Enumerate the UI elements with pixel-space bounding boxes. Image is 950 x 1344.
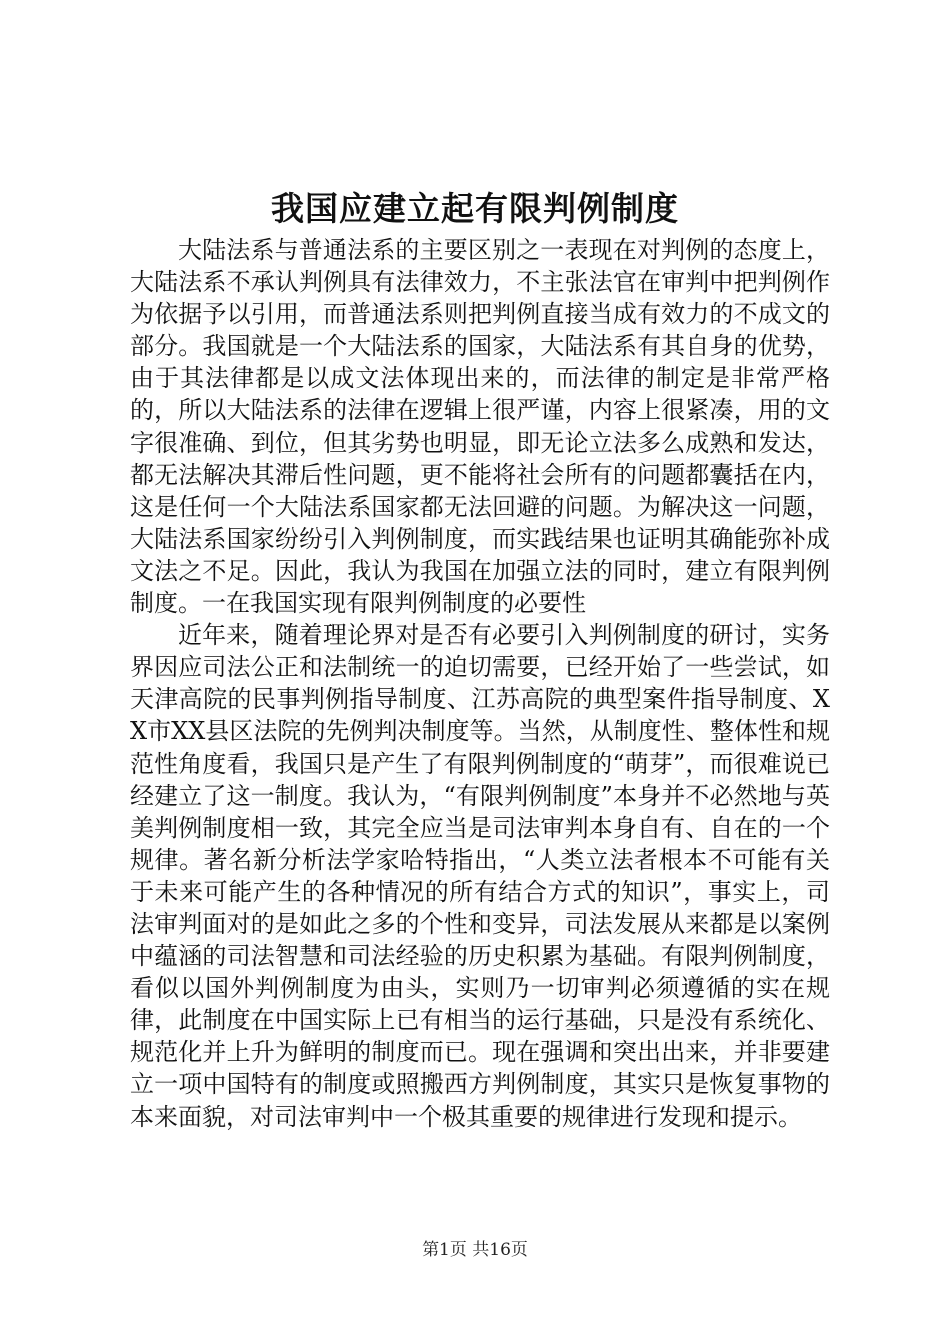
document-title: 我国应建立起有限判例制度	[271, 189, 679, 228]
paragraph-2: 近年来，随着理论界对是否有必要引入判例制度的研讨，实务界因应司法公正和法制统一的迫切需要，已经开始了一些尝试，如天津高院的民事判例指导制度、江苏高院的典型案件指导制度、XX市XX县区法院的先例判决制度等。当然，从制度性、整体性和规范性角度看，我国只是产生了有限判例制度的“萌芽”，而很难说已经建立了这一制度。我认为，“有限判例制度”本身并不必然地与英美判例制度相一致，其完全应当是司法审判本身自有、自在的一个规律。著名新分析法学家哈特指出，“人类立法者根本不可能有关于未来可能产生的各种情况的所有结合方式的知识”，事实上，司法审判面对的是如此之多的个性和变异，司法发展从来都是以案例中蕴涵的司法智慧和司法经验的历史积累为基础。有限判例制度，看似以国外判例制度为由头，实则乃一切审判必须遵循的实在规律，此制度在中国实际上已有相当的运行基础，只是没有系统化、规范化并上升为鲜明的制度而已。现在强调和突出出来，并非要建立一项中国特有的制度或照搬西方判例制度，其实只是恢复事物的本来面貌，对司法审判中一个极其重要的规律进行发现和提示。	[130, 621, 830, 1131]
document-body	[130, 234, 830, 1133]
paragraph-1: 大陆法系与普通法系的主要区别之一表现在对判例的态度上，大陆法系不承认判例具有法律效力，不主张法官在审判中把判例作为依据予以引用，而普通法系则把判例直接当成有效力的不成文的部分。我国就是一个大陆法系的国家，大陆法系有其自身的优势，由于其法律都是以成文法体现出来的，而法律的制定是非常严格的，所以大陆法系的法律在逻辑上很严谨，内容上很紧凑，用的文字很准确、到位，但其劣势也明显，即无论立法多么成熟和发达，都无法解决其滞后性问题，更不能将社会所有的问题都囊括在内，这是任何一个大陆法系国家都无法回避的问题。为解决这一问题，大陆法系国家纷纷引入判例制度，而实践结果也证明其确能弥补成文法之不足。因此，我认为我国在加强立法的同时，建立有限判例制度。一在我国实现有限判例制度的必要性	[130, 236, 830, 618]
page-number-footer: 第1页 共16页	[422, 1240, 528, 1260]
